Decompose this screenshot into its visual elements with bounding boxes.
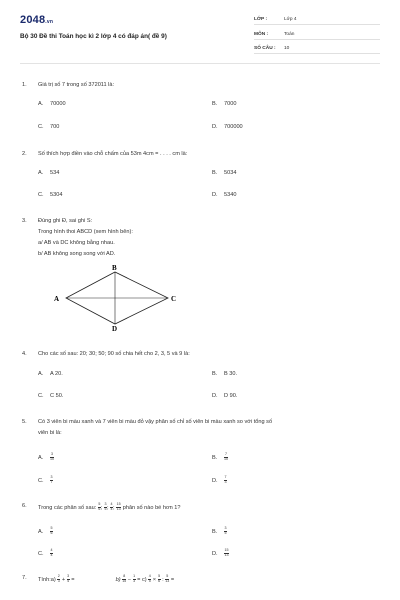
fraction: $\frac{7}{3}$ (224, 475, 227, 484)
rhombus-figure (48, 262, 188, 334)
question-number: 3. (22, 218, 27, 224)
question-number: 5. (22, 419, 27, 425)
q3-line-2: a/ AB và DC không bằng nhau. (38, 240, 115, 246)
fraction: $\frac{1}{3}$ (133, 574, 136, 583)
q1-option-b[interactable]: B. 7000 (212, 101, 237, 107)
question-text: Tính:a) $\frac{2}{3}$ + $\frac{3}{4}$ = b) $\frac{8}{15}$ − $\frac{1}{3}$ = c) $\frac{4}{5}$ × $\frac{5}{6}$ : $\frac{5}{13}$ = (38, 574, 175, 583)
meta-key: SỐ CÂU : (254, 46, 276, 51)
q6-option-d[interactable]: D. $\frac{15}{13}$ (212, 548, 229, 557)
q5-option-d[interactable]: D. $\frac{7}{3}$ (212, 475, 227, 484)
meta-key: LỚP : (254, 17, 268, 22)
question-number: 7. (22, 575, 27, 581)
q5-option-c[interactable]: C. $\frac{3}{7}$ (38, 475, 53, 484)
q1-option-c[interactable]: C. 700 (38, 124, 60, 130)
fraction: $\frac{15}{13}$ (116, 502, 121, 511)
fraction: $\frac{3}{5}$ (104, 502, 107, 511)
fraction: $\frac{7}{10}$ (224, 452, 228, 461)
fraction: $\frac{4}{4}$ (50, 548, 53, 557)
question-text: Cho các số sau: 20; 30; 50; 90 số chia hết cho 2, 3, 5 và 9 là: (38, 351, 190, 357)
meta-subject (254, 32, 380, 37)
question-number: 4. (22, 351, 27, 357)
fraction: $\frac{4}{5}$ (148, 574, 151, 583)
q4-option-b[interactable]: B. B 30. (212, 371, 238, 377)
q2-option-c[interactable]: C. 5304 (38, 192, 63, 198)
q1-option-d[interactable]: D. 700000 (212, 124, 243, 130)
question-text: Đúng ghi Đ, sai ghi S: (38, 218, 93, 224)
q2-option-b[interactable]: B. 5034 (212, 170, 237, 176)
meta-question-count (254, 46, 380, 51)
q4-option-a[interactable]: A. A 20. (38, 371, 63, 377)
vertex-c-label: C (171, 295, 177, 303)
q6-option-a[interactable]: A. $\frac{5}{6}$ (38, 526, 53, 535)
logo-text: 2048 (20, 14, 46, 26)
page-title: Bộ 30 Đề thi Toán học kì 2 lớp 4 có đáp án( đề 9) (20, 33, 167, 40)
fraction: $\frac{15}{13}$ (224, 548, 229, 557)
fraction: $\frac{5}{6}$ (98, 502, 101, 511)
meta-value: 10 (284, 46, 290, 51)
question-text: Có 3 viên bi màu xanh và 7 viên bi màu đỏ vậy phân số chỉ số viên bi màu xanh so với tổng số (38, 419, 273, 425)
q2-option-d[interactable]: D. 5340 (212, 192, 237, 198)
q5-text-continued: viên bi là: (38, 430, 62, 436)
fraction: $\frac{5}{6}$ (50, 526, 53, 535)
q1-option-a[interactable]: A. 70000 (38, 101, 66, 107)
vertex-d-label: D (112, 325, 118, 333)
q4-option-d[interactable]: D. D 90. (212, 393, 238, 399)
fraction: $\frac{4}{4}$ (110, 502, 113, 511)
meta-class (254, 17, 380, 22)
meta-value: Toán (284, 32, 295, 37)
logo-suffix: .vn (45, 19, 54, 25)
question-number: 1. (22, 82, 27, 88)
q2-option-a[interactable]: A. 534 (38, 170, 60, 176)
fraction: $\frac{8}{15}$ (122, 574, 127, 583)
q4-option-c[interactable]: C. C 50. (38, 393, 64, 399)
fraction: $\frac{3}{7}$ (50, 475, 53, 484)
fraction: $\frac{3}{4}$ (67, 574, 70, 583)
question-text: Trong các phân số sau: $\frac{5}{6}$ ; $\frac{3}{5}$ ; $\frac{4}{4}$ ; $\frac{15}{13}$ phân số nào bé hơn 1? (38, 502, 181, 511)
q6-option-b[interactable]: B. $\frac{3}{5}$ (212, 526, 227, 535)
fraction: $\frac{5}{6}$ (158, 574, 161, 583)
meta-value: Lớp 4 (284, 17, 297, 22)
fraction: $\frac{5}{13}$ (165, 574, 170, 583)
question-text: Số thích hợp điền vào chỗ chấm của 53m 4cm = . . . . cm là: (38, 151, 188, 157)
q3-line-3: b/ AB không song song với AD. (38, 251, 116, 257)
q3-line-1: Trong hình thoi ABCD (xem hình bên): (38, 229, 133, 235)
question-number: 6. (22, 503, 27, 509)
q5-option-a[interactable]: A. $\frac{3}{10}$ (38, 452, 54, 461)
site-logo[interactable] (20, 14, 53, 26)
header-divider (20, 63, 380, 64)
fraction: $\frac{3}{5}$ (224, 526, 227, 535)
fraction: $\frac{3}{10}$ (50, 452, 54, 461)
fraction: $\frac{2}{3}$ (57, 574, 60, 583)
q5-option-b[interactable]: B. $\frac{7}{10}$ (212, 452, 228, 461)
q6-option-c[interactable]: C. $\frac{4}{4}$ (38, 548, 53, 557)
vertex-b-label: B (112, 264, 117, 272)
question-text: Giá trị số 7 trong số 372011 là: (38, 82, 115, 88)
question-number: 2. (22, 151, 27, 157)
meta-key: MÔN : (254, 32, 269, 37)
vertex-a-label: A (54, 295, 60, 303)
